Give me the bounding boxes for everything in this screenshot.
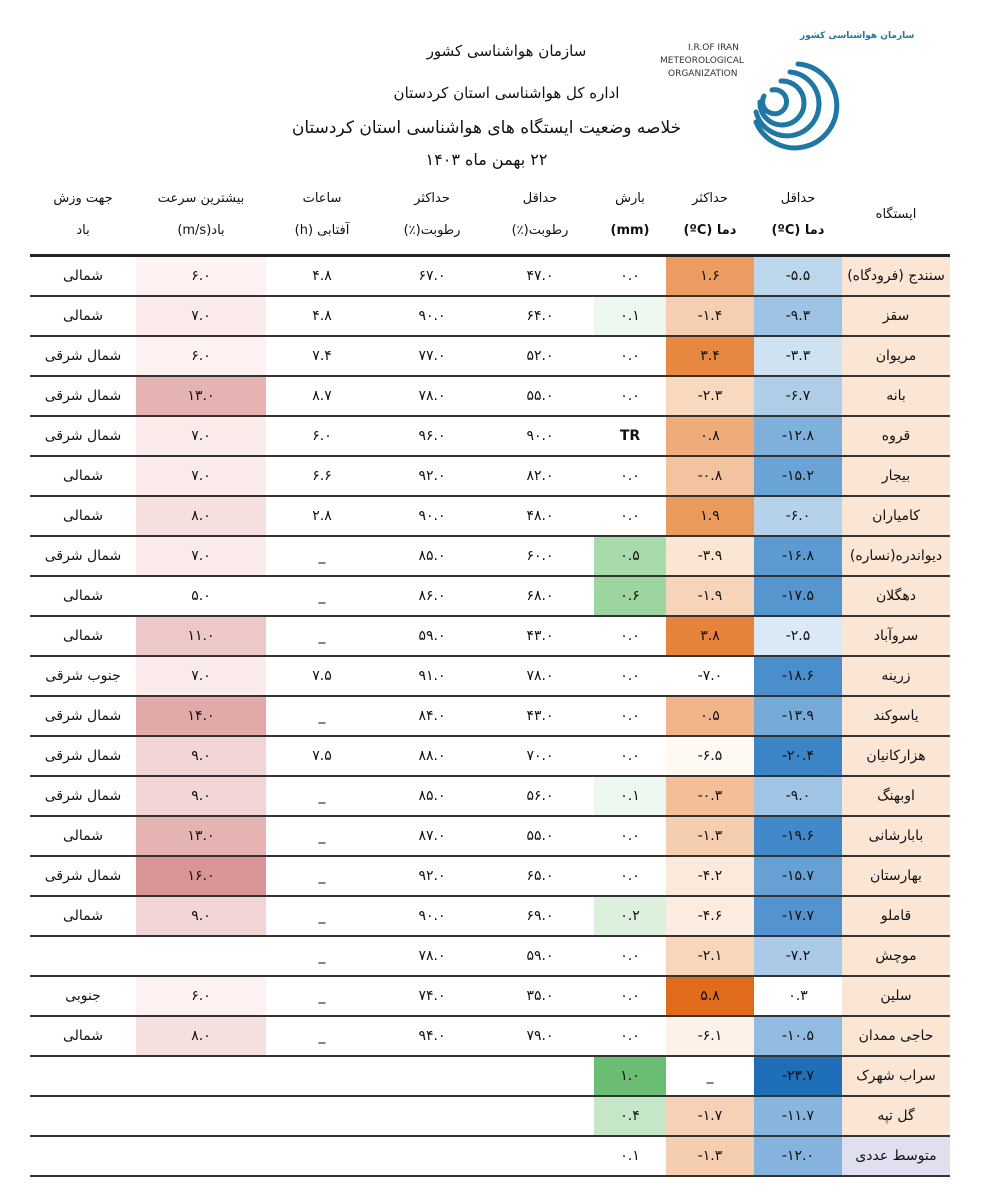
sunshine-cell: _	[318, 908, 326, 924]
humidity-min-cell: ۶۰.۰	[526, 548, 554, 564]
sunshine-cell: ۲.۸	[312, 508, 332, 524]
wind-speed-cell: ۷.۰	[136, 296, 266, 336]
humidity-max-cell: ۹۶.۰	[418, 428, 446, 444]
humidity-min-cell: ۴۳.۰	[526, 628, 554, 644]
station-cell: بهارستان	[842, 856, 950, 896]
humidity-max-cell: ۹۰.۰	[418, 508, 446, 524]
wind-direction-cell	[30, 1056, 136, 1096]
temp-max-cell: -۴.۲	[666, 856, 754, 896]
sunshine-cell: _	[318, 788, 326, 804]
meteorological-organization-logo	[660, 28, 915, 158]
wind-speed-cell: ۱۱.۰	[136, 616, 266, 656]
humidity-min-cell	[486, 1096, 594, 1136]
temp-max-cell: _	[666, 1056, 754, 1096]
temp-min-cell: -۱۱.۷	[754, 1096, 842, 1136]
wind-direction-cell	[30, 936, 136, 976]
humidity-min-cell: ۹۰.۰	[526, 428, 554, 444]
wind-direction-cell	[30, 1096, 136, 1136]
humidity-min-cell: ۴۸.۰	[526, 508, 554, 524]
temp-min-cell: -۱۲.۸	[754, 416, 842, 456]
humidity-min-cell: ۶۸.۰	[526, 588, 554, 604]
temp-max-cell: ۰.۸	[666, 416, 754, 456]
wind-speed-cell: ۷.۰	[136, 416, 266, 456]
table-row	[30, 336, 950, 376]
precipitation-cell: ۰.۰	[594, 456, 666, 496]
humidity-min-cell: ۵۵.۰	[526, 828, 554, 844]
col-temp-max: حداکثر دما (ºC)	[666, 176, 754, 256]
col-sunshine-hours: ساعات آفتابی (h)	[266, 176, 378, 256]
temp-min-cell: -۲.۵	[754, 616, 842, 656]
humidity-max-cell: ۹۰.۰	[418, 308, 446, 324]
sunshine-cell: ۷.۴	[312, 348, 332, 364]
wind-speed-cell: ۱۳.۰	[136, 376, 266, 416]
col-station: ایستگاه	[842, 176, 950, 256]
temp-max-cell: ۵.۸	[666, 976, 754, 1016]
col-temp-min: حداقل دما (ºC)	[754, 176, 842, 256]
temp-min-cell: -۵.۵	[754, 256, 842, 297]
station-cell: بیجار	[842, 456, 950, 496]
wind-direction-cell: شمال شرقی	[44, 348, 122, 364]
station-cell: یاسوکند	[842, 696, 950, 736]
wind-speed-cell	[136, 936, 266, 976]
table-row	[30, 696, 950, 736]
table-row	[30, 1016, 950, 1056]
sunshine-cell: _	[318, 868, 326, 884]
humidity-min-cell: ۵۶.۰	[526, 788, 554, 804]
humidity-min-cell: ۵۹.۰	[526, 948, 554, 964]
wind-direction-cell: شمال شرقی	[44, 428, 122, 444]
table-header-row	[30, 176, 950, 256]
station-cell: زرینه	[842, 656, 950, 696]
col-max-wind-speed: بیشترین سرعت باد(m/s)	[136, 176, 266, 256]
station-cell: گل تپه	[842, 1096, 950, 1136]
sunshine-cell: _	[318, 988, 326, 1004]
precipitation-cell: ۰.۰	[594, 856, 666, 896]
wind-speed-cell: ۷.۰	[136, 536, 266, 576]
stations-table	[30, 176, 950, 1177]
station-cell: بابارشانی	[842, 816, 950, 856]
temp-max-cell: -۱.۳	[666, 1136, 754, 1176]
humidity-min-cell: ۷۹.۰	[526, 1028, 554, 1044]
wind-direction-cell: شمال شرقی	[44, 548, 122, 564]
table-row	[30, 376, 950, 416]
precipitation-cell: ۰.۰	[594, 976, 666, 1016]
temp-max-cell: ۱.۶	[666, 256, 754, 297]
table-body	[30, 256, 950, 1177]
temp-min-cell: -۶.۷	[754, 376, 842, 416]
humidity-max-cell: ۵۹.۰	[418, 628, 446, 644]
temp-max-cell: ۰.۵	[666, 696, 754, 736]
station-cell: کامیاران	[842, 496, 950, 536]
station-cell: سلین	[842, 976, 950, 1016]
table-row	[30, 536, 950, 576]
station-cell: دیواندره(نساره)	[842, 536, 950, 576]
table-row	[30, 1136, 950, 1176]
col-precipitation: بارش (mm)	[594, 176, 666, 256]
temp-max-cell: -۶.۱	[666, 1016, 754, 1056]
wind-speed-cell: ۶.۰	[136, 976, 266, 1016]
temp-max-cell: -۶.۵	[666, 736, 754, 776]
station-cell: سراب شهرک	[842, 1056, 950, 1096]
humidity-max-cell	[378, 1096, 486, 1136]
station-cell: هزارکانیان	[842, 736, 950, 776]
temp-min-cell: -۱۵.۲	[754, 456, 842, 496]
humidity-max-cell: ۸۵.۰	[418, 788, 446, 804]
col-humidity-max: حداکثر رطوبت(٪)	[378, 176, 486, 256]
wind-speed-cell: ۶.۰	[136, 336, 266, 376]
precipitation-cell: ۰.۰	[594, 696, 666, 736]
precipitation-cell: ۰.۱	[594, 1136, 666, 1176]
wind-speed-cell: ۹.۰	[136, 776, 266, 816]
precipitation-cell: ۰.۱	[594, 296, 666, 336]
humidity-min-cell: ۴۳.۰	[526, 708, 554, 724]
sunshine-cell: ۴.۸	[312, 268, 332, 284]
wind-speed-cell: ۹.۰	[136, 736, 266, 776]
precipitation-cell: ۰.۰	[594, 376, 666, 416]
sunshine-cell: ۸.۷	[312, 388, 332, 404]
wind-direction-cell: شمال شرقی	[44, 868, 122, 884]
temp-max-cell: -۱.۷	[666, 1096, 754, 1136]
table-row	[30, 496, 950, 536]
temp-max-cell: -۳.۹	[666, 536, 754, 576]
wind-speed-cell	[136, 1056, 266, 1096]
wind-direction-cell: شمالی	[62, 308, 104, 324]
table-row	[30, 936, 950, 976]
humidity-min-cell: ۵۲.۰	[526, 348, 554, 364]
wind-speed-cell: ۸.۰	[136, 496, 266, 536]
station-cell: مریوان	[842, 336, 950, 376]
sunshine-cell: ۷.۵	[312, 668, 332, 684]
table-row	[30, 656, 950, 696]
precipitation-cell: ۰.۰	[594, 656, 666, 696]
sunshine-cell: ۶.۰	[312, 428, 332, 444]
humidity-min-cell: ۶۹.۰	[526, 908, 554, 924]
sunshine-cell: ۶.۶	[312, 468, 332, 484]
temp-min-cell: -۱۶.۸	[754, 536, 842, 576]
temp-max-cell: -۱.۳	[666, 816, 754, 856]
wind-direction-cell: شمالی	[62, 468, 104, 484]
precipitation-cell: ۰.۰	[594, 936, 666, 976]
wind-speed-cell: ۷.۰	[136, 456, 266, 496]
temp-min-cell: -۱۹.۶	[754, 816, 842, 856]
wind-speed-cell: ۶.۰	[136, 256, 266, 297]
sunshine-cell: ۷.۵	[312, 748, 332, 764]
humidity-max-cell: ۸۸.۰	[418, 748, 446, 764]
humidity-min-cell: ۵۵.۰	[526, 388, 554, 404]
temp-min-cell: -۱۳.۹	[754, 696, 842, 736]
temp-max-cell: ۳.۴	[666, 336, 754, 376]
temp-min-cell: -۱۲.۰	[754, 1136, 842, 1176]
humidity-max-cell: ۸۵.۰	[418, 548, 446, 564]
report-title: خلاصه وضعیت ایستگاه های هواشناسی استان کردستان	[291, 118, 682, 138]
wind-direction-cell: شمالی	[62, 1028, 104, 1044]
precipitation-cell: ۰.۲	[594, 896, 666, 936]
wind-direction-cell: جنوبی	[65, 988, 101, 1004]
precipitation-cell: ۰.۴	[594, 1096, 666, 1136]
temp-max-cell: -۷.۰	[666, 656, 754, 696]
temp-min-cell: ۰.۳	[754, 976, 842, 1016]
logo-text-farsi: سازمان هواشناسی کشور	[800, 31, 915, 41]
wind-speed-cell: ۵.۰	[136, 576, 266, 616]
wind-direction-cell: شمالی	[62, 588, 104, 604]
sunshine-cell: _	[318, 828, 326, 844]
temp-min-cell: -۱۷.۵	[754, 576, 842, 616]
wind-direction-cell	[30, 1136, 136, 1176]
sunshine-cell	[266, 1096, 378, 1136]
humidity-max-cell: ۷۷.۰	[418, 348, 446, 364]
precipitation-cell: ۰.۰	[594, 496, 666, 536]
precipitation-cell: ۱.۰	[594, 1056, 666, 1096]
station-cell: قروه	[842, 416, 950, 456]
table-row	[30, 816, 950, 856]
col-wind-direction: جهت وزش باد	[30, 176, 136, 256]
table-row	[30, 776, 950, 816]
wind-speed-cell: ۸.۰	[136, 1016, 266, 1056]
precipitation-cell: ۰.۱	[594, 776, 666, 816]
table-row	[30, 576, 950, 616]
temp-min-cell: -۱۸.۶	[754, 656, 842, 696]
humidity-min-cell	[486, 1136, 594, 1176]
temp-min-cell: -۱۰.۵	[754, 1016, 842, 1056]
table-row	[30, 896, 950, 936]
temp-min-cell: -۷.۲	[754, 936, 842, 976]
report-date: ۲۲ بهمن ماه ۱۴۰۳	[425, 150, 548, 169]
logo-text-organization: ORGANIZATION	[668, 69, 738, 79]
table-row	[30, 256, 950, 297]
station-cell: دهگلان	[842, 576, 950, 616]
humidity-max-cell: ۹۲.۰	[418, 468, 446, 484]
sunshine-cell: _	[318, 548, 326, 564]
station-cell: قاملو	[842, 896, 950, 936]
humidity-max-cell: ۶۷.۰	[418, 268, 446, 284]
humidity-max-cell: ۹۲.۰	[418, 868, 446, 884]
wind-direction-cell: جنوب شرقی	[45, 668, 121, 684]
temp-min-cell: -۶.۰	[754, 496, 842, 536]
station-cell: متوسط عددی	[842, 1136, 950, 1176]
humidity-max-cell	[378, 1136, 486, 1176]
precipitation-cell: ۰.۰	[594, 616, 666, 656]
sunshine-cell: _	[318, 948, 326, 964]
humidity-max-cell: ۸۷.۰	[418, 828, 446, 844]
wind-direction-cell: شمال شرقی	[44, 748, 122, 764]
temp-max-cell: -۱.۴	[666, 296, 754, 336]
sunshine-cell: _	[318, 588, 326, 604]
wind-direction-cell: شمالی	[62, 828, 104, 844]
humidity-max-cell	[378, 1056, 486, 1096]
sunshine-cell: _	[318, 1028, 326, 1044]
station-cell: حاجی ممدان	[842, 1016, 950, 1056]
wind-speed-cell: ۱۶.۰	[136, 856, 266, 896]
humidity-min-cell: ۴۷.۰	[526, 268, 554, 284]
temp-max-cell: -۱.۹	[666, 576, 754, 616]
precipitation-cell: ۰.۰	[594, 736, 666, 776]
station-cell: اوبهنگ	[842, 776, 950, 816]
wind-speed-cell	[136, 1096, 266, 1136]
wind-speed-cell: ۷.۰	[136, 656, 266, 696]
precipitation-cell: ۰.۰	[594, 816, 666, 856]
wind-direction-cell: شمالی	[62, 508, 104, 524]
temp-min-cell: -۲۰.۴	[754, 736, 842, 776]
precipitation-cell: ۰.۶	[594, 576, 666, 616]
humidity-max-cell: ۹۴.۰	[418, 1028, 446, 1044]
station-cell: سقز	[842, 296, 950, 336]
wind-speed-cell: ۹.۰	[136, 896, 266, 936]
temp-min-cell: -۳.۳	[754, 336, 842, 376]
wind-speed-cell	[136, 1136, 266, 1176]
sunshine-cell: _	[318, 708, 326, 724]
temp-max-cell: -۰.۸	[666, 456, 754, 496]
table-row	[30, 1056, 950, 1096]
temp-max-cell: -۰.۳	[666, 776, 754, 816]
temp-min-cell: -۱۷.۷	[754, 896, 842, 936]
table-row	[30, 736, 950, 776]
humidity-max-cell: ۷۸.۰	[418, 948, 446, 964]
wind-direction-cell: شمال شرقی	[44, 788, 122, 804]
temp-max-cell: ۱.۹	[666, 496, 754, 536]
humidity-min-cell: ۷۰.۰	[526, 748, 554, 764]
temp-max-cell: -۲.۳	[666, 376, 754, 416]
table-row	[30, 1096, 950, 1136]
logo-text-meteorological: METEOROLOGICAL	[660, 56, 744, 66]
wind-direction-cell: شمال شرقی	[44, 388, 122, 404]
temp-max-cell: -۲.۱	[666, 936, 754, 976]
wind-speed-cell: ۱۴.۰	[136, 696, 266, 736]
humidity-min-cell: ۶۵.۰	[526, 868, 554, 884]
wind-direction-cell: شمالی	[62, 628, 104, 644]
sunshine-cell	[266, 1136, 378, 1176]
sunshine-cell	[266, 1056, 378, 1096]
office-name: اداره کل هواشناسی استان کردستان	[393, 84, 620, 102]
table-row	[30, 976, 950, 1016]
temp-min-cell: -۹.۳	[754, 296, 842, 336]
table-row	[30, 856, 950, 896]
sunshine-cell: ۴.۸	[312, 308, 332, 324]
precipitation-cell: ۰.۵	[594, 536, 666, 576]
station-cell: سروآباد	[842, 616, 950, 656]
station-cell: بانه	[842, 376, 950, 416]
wind-direction-cell: شمالی	[62, 908, 104, 924]
humidity-max-cell: ۸۴.۰	[418, 708, 446, 724]
table-row	[30, 456, 950, 496]
humidity-max-cell: ۹۱.۰	[418, 668, 446, 684]
wind-direction-cell: شمال شرقی	[44, 708, 122, 724]
temp-min-cell: -۲۳.۷	[754, 1056, 842, 1096]
humidity-min-cell: ۷۸.۰	[526, 668, 554, 684]
wind-speed-cell: ۱۳.۰	[136, 816, 266, 856]
humidity-max-cell: ۸۶.۰	[418, 588, 446, 604]
org-name: سازمان هواشناسی کشور	[426, 42, 587, 60]
temp-min-cell: -۹.۰	[754, 776, 842, 816]
humidity-max-cell: ۷۸.۰	[418, 388, 446, 404]
precipitation-cell: ۰.۰	[594, 1016, 666, 1056]
table-row	[30, 296, 950, 336]
humidity-min-cell: ۸۲.۰	[526, 468, 554, 484]
humidity-min-cell: ۳۵.۰	[526, 988, 554, 1004]
humidity-max-cell: ۷۴.۰	[418, 988, 446, 1004]
table-row	[30, 616, 950, 656]
humidity-max-cell: ۹۰.۰	[418, 908, 446, 924]
station-cell: موچش	[842, 936, 950, 976]
temp-min-cell: -۱۵.۷	[754, 856, 842, 896]
wind-direction-cell: شمالی	[62, 268, 104, 284]
temp-max-cell: ۳.۸	[666, 616, 754, 656]
logo-text-iran: I.R.OF IRAN	[688, 43, 739, 53]
col-humidity-min: حداقل رطوبت(٪)	[486, 176, 594, 256]
precipitation-cell: TR	[594, 416, 666, 456]
humidity-min-cell	[486, 1056, 594, 1096]
humidity-min-cell: ۶۴.۰	[526, 308, 554, 324]
temp-max-cell: -۴.۶	[666, 896, 754, 936]
station-cell: سنندج (فرودگاه)	[842, 256, 950, 297]
table-row	[30, 416, 950, 456]
sunshine-cell: _	[318, 628, 326, 644]
precipitation-cell: ۰.۰	[594, 256, 666, 297]
precipitation-cell: ۰.۰	[594, 336, 666, 376]
